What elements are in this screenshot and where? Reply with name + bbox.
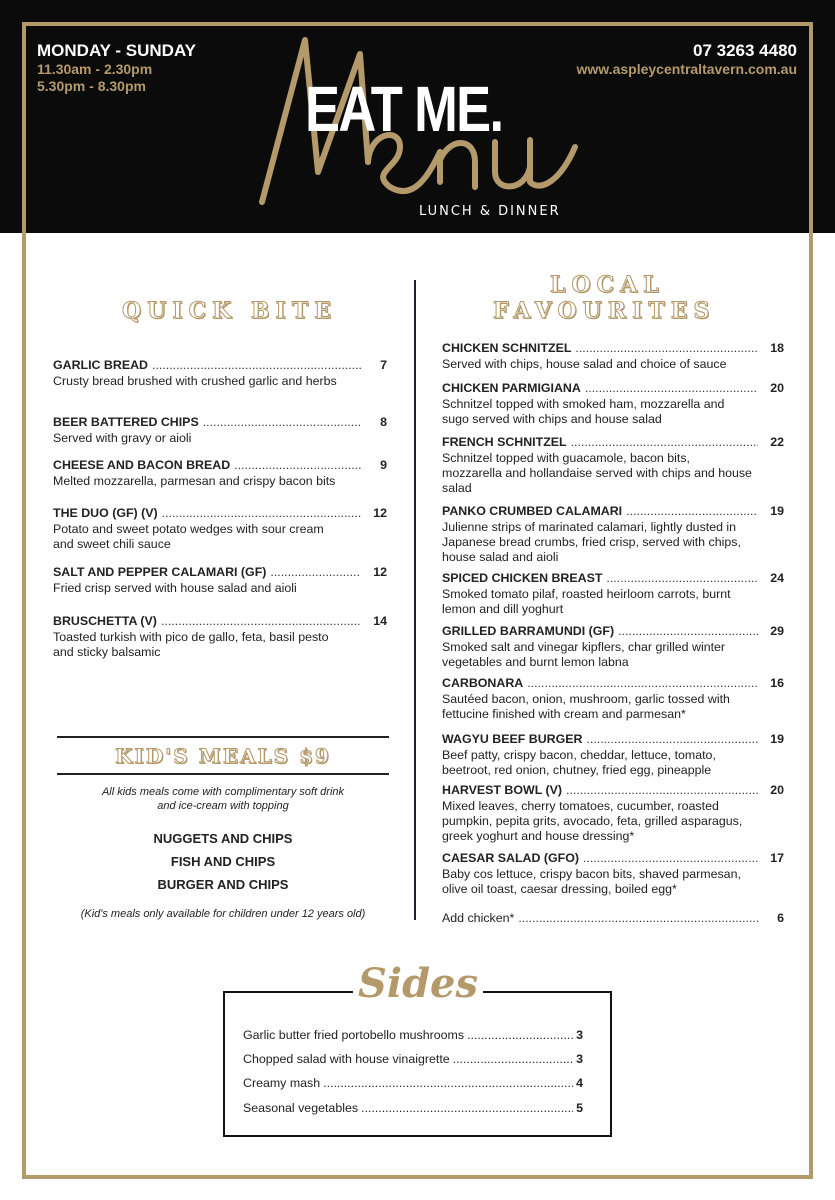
- item-price: 29: [770, 624, 784, 638]
- kids-note-line2: and ice-cream with topping: [157, 800, 289, 812]
- item-name: SPICED CHICKEN BREAST: [442, 571, 603, 585]
- item-desc: Toasted turkish with pico de gallo, feta, basil pesto and sticky balsamic: [53, 630, 329, 659]
- item-price: 7: [380, 358, 387, 372]
- item-name: CHICKEN SCHNITZEL: [442, 341, 572, 355]
- side-item: [243, 1076, 583, 1090]
- item-desc: Smoked tomato pilaf, roasted heirloom carrots, burnt lemon and dill yoghurt: [442, 587, 731, 616]
- item-desc: Melted mozzarella, parmesan and crispy bacon bits: [53, 474, 336, 488]
- item-price: 18: [770, 341, 784, 355]
- item-desc: Julienne strips of marinated calamari, lightly dusted in Japanese bread crumbs, fried crisp, served with chips, house salad and aioli: [442, 520, 741, 564]
- quick-bite-title: QUICK BITE: [122, 298, 337, 324]
- side-name: Garlic butter fried portobello mushrooms: [243, 1028, 465, 1042]
- add-on-name: Add chicken*: [442, 911, 515, 925]
- item-desc: Served with gravy or aioli: [53, 431, 192, 445]
- item-name: CHICKEN PARMIGIANA: [442, 381, 581, 395]
- item-name: BEER BATTERED CHIPS: [53, 415, 199, 429]
- side-item: [243, 1052, 583, 1066]
- kids-item: BURGER AND CHIPS: [157, 877, 289, 892]
- side-name: Seasonal vegetables: [243, 1101, 359, 1115]
- kids-bottom-rule: [57, 773, 389, 775]
- eat-me-title: EAT ME.: [305, 73, 503, 145]
- kids-note-line1: All kids meals come with complimentary soft drink: [101, 786, 345, 798]
- menu-item: [442, 851, 784, 897]
- dinner-hours: 5.30pm - 8.30pm: [37, 78, 146, 94]
- phone-number: 07 3263 4480: [693, 41, 797, 60]
- item-price: 17: [770, 851, 784, 865]
- item-name: PANKO CRUMBED CALAMARI: [442, 504, 623, 518]
- local-title-line2: FAVOURITES: [493, 298, 716, 324]
- website-link[interactable]: www.aspleycentraltavern.com.au: [576, 61, 797, 77]
- item-desc: Schnitzel topped with guacamole, bacon bits, mozzarella and hollandaise served with chips and house salad: [442, 451, 752, 495]
- item-desc: Fried crisp served with house salad and aioli: [53, 581, 297, 595]
- item-price: 14: [373, 614, 387, 628]
- item-desc: Served with chips, house salad and choice of sauce: [442, 357, 727, 371]
- add-on-item: [442, 911, 784, 926]
- side-item: [243, 1028, 583, 1042]
- item-name: WAGYU BEEF BURGER: [442, 732, 583, 746]
- item-price: 20: [770, 783, 784, 797]
- menu-item: [442, 783, 784, 844]
- item-price: 20: [770, 381, 784, 395]
- kids-item: FISH AND CHIPS: [170, 854, 276, 869]
- menu-item: [442, 381, 784, 427]
- menu-item: [53, 506, 387, 552]
- item-price: 16: [770, 676, 784, 690]
- side-price: 3: [576, 1028, 583, 1042]
- menu-item: [53, 565, 387, 596]
- menu-item: [442, 504, 784, 565]
- item-name: GRILLED BARRAMUNDI (GF): [442, 624, 615, 638]
- item-name: THE DUO (GF) (V): [53, 506, 158, 520]
- item-price: 9: [380, 458, 387, 472]
- item-name: CHEESE AND BACON BREAD: [53, 458, 231, 472]
- side-name: Chopped salad with house vinaigrette: [243, 1052, 450, 1066]
- item-name: FRENCH SCHNITZEL: [442, 435, 567, 449]
- item-desc: Baby cos lettuce, crispy bacon bits, shaved parmesan, olive oil toast, caesar dressing, boiled egg*: [442, 867, 741, 896]
- kids-meals-title: KID'S MEALS $9: [115, 744, 331, 768]
- menu-item: [442, 624, 784, 670]
- item-desc: Crusty bread brushed with crushed garlic and herbs: [53, 374, 337, 388]
- kids-item: NUGGETS AND CHIPS: [153, 831, 293, 846]
- local-title-line1: LOCAL: [550, 272, 665, 298]
- item-price: 8: [380, 415, 387, 429]
- menu-item: [442, 435, 784, 496]
- item-price: 12: [373, 506, 387, 520]
- item-name: HARVEST BOWL (V): [442, 783, 563, 797]
- lunch-dinner-subtitle: LUNCH & DINNER: [419, 204, 561, 219]
- menu-item: [442, 571, 784, 617]
- side-price: 4: [576, 1076, 583, 1090]
- item-name: BRUSCHETTA (V): [53, 614, 157, 628]
- menu-item: [442, 676, 784, 722]
- item-price: 19: [770, 732, 784, 746]
- column-divider: [414, 280, 416, 920]
- kids-top-rule: [57, 736, 389, 738]
- sides-title: Sides: [357, 960, 479, 1007]
- item-desc: Beef patty, crispy bacon, cheddar, lettuce, tomato, beetroot, red onion, chutney, fried egg, pineapple: [442, 748, 716, 777]
- item-name: CAESAR SALAD (GFO): [442, 851, 579, 865]
- side-name: Creamy mash: [243, 1076, 321, 1090]
- menu-item: [53, 415, 387, 446]
- item-desc: Smoked salt and vinegar kipflers, char grilled winter vegetables and burnt lemon labna: [442, 640, 726, 669]
- item-name: SALT AND PEPPER CALAMARI (GF): [53, 565, 267, 579]
- item-desc: Sautéed bacon, onion, mushroom, garlic tossed with fettucine finished with cream and parmesan*: [442, 692, 730, 721]
- menu-item: [442, 341, 784, 372]
- side-item: [243, 1101, 583, 1115]
- add-on-price: 6: [777, 911, 784, 925]
- kids-note: [57, 785, 389, 813]
- item-desc: Mixed leaves, cherry tomatoes, cucumber, roasted pumpkin, pepita grits, avocado, feta, grilled asparagus, greek yoghurt and house dressing*: [442, 799, 743, 843]
- side-price: 3: [576, 1052, 583, 1066]
- item-price: 24: [770, 571, 784, 585]
- item-desc: Schnitzel topped with smoked ham, mozzarella and sugo served with chips and house salad: [442, 397, 725, 426]
- lunch-hours: 11.30am - 2.30pm: [37, 61, 153, 77]
- item-price: 22: [770, 435, 784, 449]
- item-price: 12: [373, 565, 387, 579]
- menu-item: [53, 458, 387, 489]
- opening-days: MONDAY - SUNDAY: [37, 41, 197, 60]
- item-name: GARLIC BREAD: [53, 358, 148, 372]
- menu-item: [442, 732, 784, 778]
- kids-footnote: (Kid's meals only available for children under 12 years old): [80, 908, 366, 920]
- item-price: 19: [770, 504, 784, 518]
- item-name: CARBONARA: [442, 676, 524, 690]
- side-price: 5: [576, 1101, 583, 1115]
- item-desc: Potato and sweet potato wedges with sour cream and sweet chili sauce: [53, 522, 324, 551]
- menu-item: [53, 358, 387, 389]
- menu-item: [53, 614, 387, 660]
